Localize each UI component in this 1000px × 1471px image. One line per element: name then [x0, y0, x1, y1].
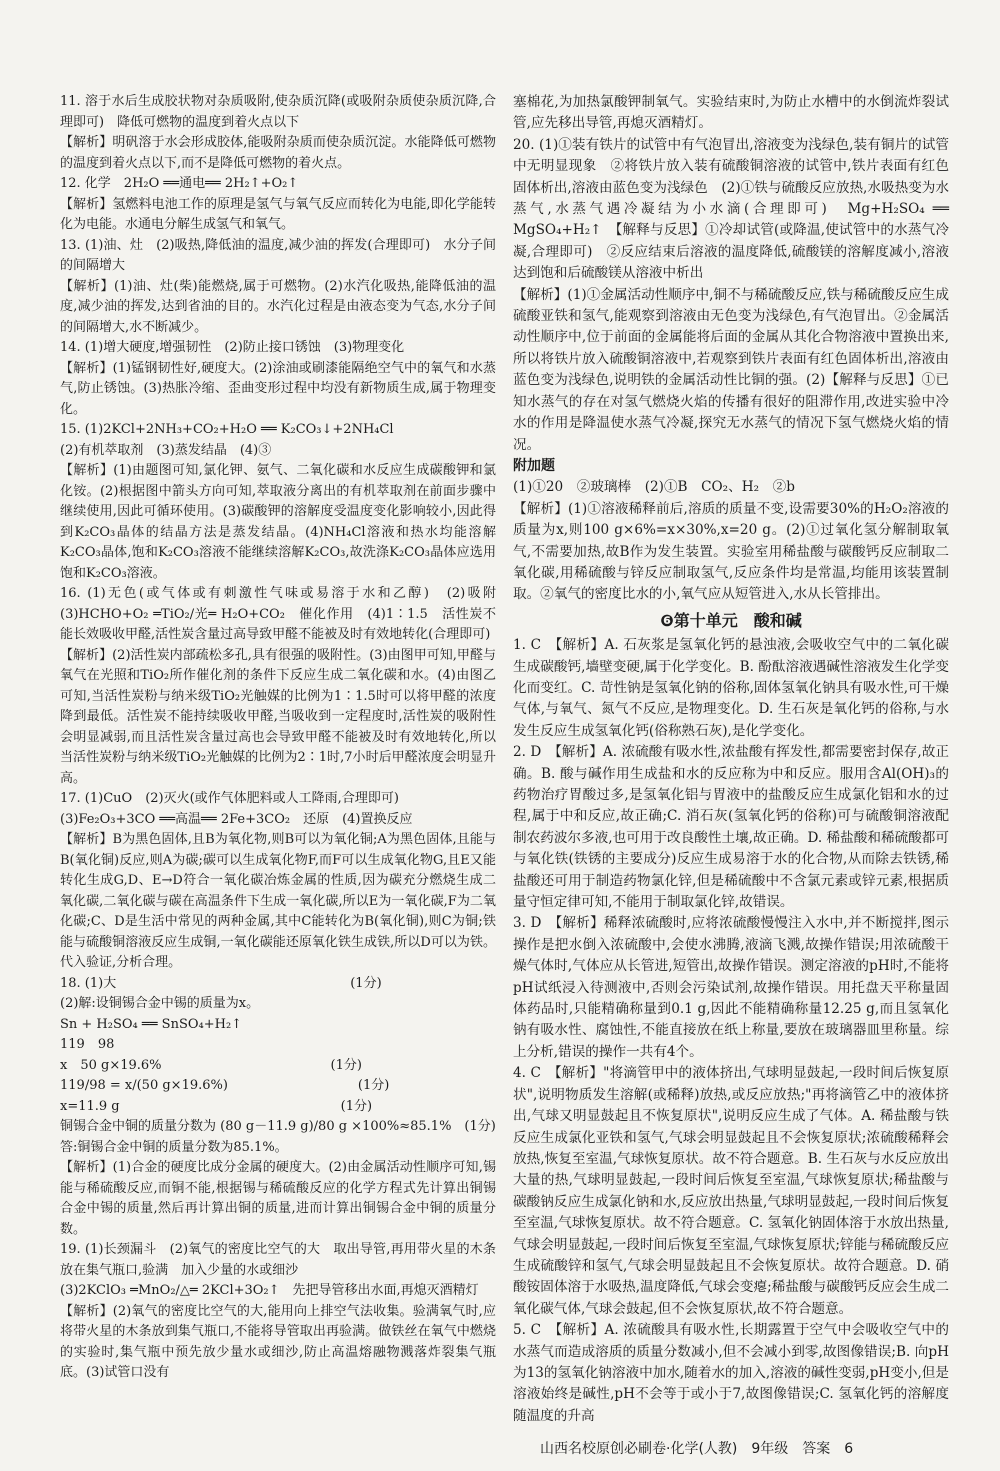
unit-answer-item: 3. D 【解析】稀释浓硫酸时,应将浓硫酸慢慢注入水中,并不断搅拌,图示操作是把水倒入浓硫酸中,会使水沸腾,液滴飞溅,故操作错误;用浓硫酸干燥气体时,气体应从长管进,短管出,故操作错误。测定溶液的pH时,不能将pH试纸浸入待测液中,否则会污染试剂,故操作错误。用托盘天平称量固体药品时,只能精确称量到0.1 g,因此不能精确称量12.25 g,而且氢氧化钠有吸水性、腐蚀性,不能直接放在纸上称量,要放在玻璃器皿里称量。综上分析,错误的操作一共有4个。 [513, 915, 949, 1060]
answer-paragraph: 17. (1)CuO (2)灭火(或作气体肥料或人工降雨,合理即可) [60, 791, 399, 806]
right-column-answers [513, 92, 954, 456]
answer-paragraph: 【解析】明矾溶于水会形成胶体,能吸附杂质而使杂质沉淀。水能降低可燃物的温度到着火点以下,而不是降低可燃物的着火点。 [60, 135, 496, 171]
unit-answer-item: 5. C 【解析】A. 浓硫酸具有吸水性,长期露置于空气中会吸收空气中的水蒸气而造成溶质的质量分数减小,但不会减小到零,故图像错误;B. 向pH为13的氢氧化钠溶液中加水,随着水的加入,溶液的碱性变弱,pH变小,但是溶液始终是碱性,pH不会等于或小于7,故图像错误;C. 氢氧化钙的溶解度随温度的升高 [513, 1322, 949, 1424]
answer-paragraph: 19. (1)长颈漏斗 (2)氧气的密度比空气的大 取出导管,再用带火星的木条放在集气瓶口,验满 加入少量的水或细沙 [60, 1242, 496, 1278]
answer-paragraph: Sn + H₂SO₄ ══ SnSO₄+H₂↑ [60, 1016, 243, 1032]
answer-paragraph: 铜锡合金中铜的质量分数为 (80 g－11.9 g)/80 g ×100%≈85.1% (1分) [60, 1119, 496, 1134]
answer-paragraph: 【解析】(1)锰钢韧性好,硬度大。(2)涂油或刷漆能隔绝空气中的氧气和水蒸气,防止锈蚀。(3)热胀冷缩、歪曲变形过程中均没有新物质生成,属于物理变化。 [60, 360, 496, 417]
answer-paragraph: 13. (1)油、灶 (2)吸热,降低油的温度,减少油的挥发(合理即可) 水分子间的间隔增大 [60, 237, 496, 273]
appendix-answers [513, 477, 949, 605]
answer-paragraph: 答:铜锡合金中铜的质量分数为85.1%。 [60, 1139, 288, 1155]
answer-paragraph: 【解析】B为黑色固体,且B为氧化物,则B可以为氧化铜;A为黑色固体,且能与B(氧化铜)反应,则A为碳;碳可以生成氧化物F,而F可以生成氧化物G,且E又能转化生成G,D、E→D符合一氧化碳冶炼金属的性质,因为碳充分燃烧生成二氧化碳,二氧化碳与碳在高温条件下生成一氧化碳,所以E为一氧化碳,F为二氧化碳;C、D是生活中常见的两种金属,其中C能转化为B(氧化铜),则C为铜;铁能与硫酸铜溶液反应生成铜,一氧化碳能还原氧化铁生成铁,所以D可以为铁。代入验证,分析合理。 [60, 832, 496, 970]
answer-paragraph: 塞棉花,为加热氯酸钾制氧气。实验结束时,为防止水槽中的水倒流炸裂试管,应先移出导管,再熄灭酒精灯。 [513, 94, 949, 132]
answer-paragraph: 【解析】(1)合金的硬度比成分金属的硬度大。(2)由金属活动性顺序可知,锡能与稀硫酸反应,而铜不能,根据锡与稀硫酸反应的化学方程式先计算出铜锡合金中锡的质量,然后再计算出铜的质量,进而计算出铜锡合金中铜的质量分数。 [60, 1160, 496, 1237]
appendix-paragraph: (1)①20 ②玻璃棒 (2)①B CO₂、H₂ ②b [513, 479, 795, 496]
unit-title: ❻第十单元 酸和碱 [660, 610, 802, 630]
right-column [513, 92, 954, 1427]
answer-paragraph: 16. (1)无色(或气体或有刺激性气味或易溶于水和乙醇) (2)吸附 (3)HCHO+O₂ ═TiO₂/光═ H₂O+CO₂ 催化作用 (4)1∶1.5 活性炭不能长效吸收甲醛,活性炭含量过高导致甲醛不能被及时有效地转化(合理即可) [60, 586, 510, 642]
answer-paragraph: x=11.9 g (1分) [60, 1098, 373, 1114]
answer-paragraph: 18. (1)大 (1分) [60, 975, 382, 991]
answer-paragraph: 【解析】(2)氧气的密度比空气的大,能用向上排空气法收集。验满氧气时,应将带火星的木条放到集气瓶口,不能将导管取出再验满。做铁丝在氧气中燃烧的实验时,集气瓶中预先放少量水或细沙,防止高温熔融物溅落炸裂集气瓶底。(3)试管口没有 [60, 1303, 496, 1380]
answer-paragraph: (3)2KClO₃ ═MnO₂/△═ 2KCl+3O₂↑ 先把导管移出水面,再熄灭酒精灯 [60, 1283, 479, 1298]
answer-paragraph: (2)有机萃取剂 (3)蒸发结晶 (4)③ [60, 442, 272, 458]
answer-paragraph: 119/98 = x/(50 g×19.6%) (1分) [60, 1078, 390, 1093]
answer-paragraph: 119 98 [60, 1037, 115, 1052]
unit-answer-item: 4. C 【解析】"将滴管甲中的液体挤出,气球明显鼓起,一段时间后恢复原状",说明物质发生溶解(或稀释)放热,或反应放热;"再将滴管乙中的液体挤出,气球又明显鼓起且不恢复原状",说明反应生成了气体。A. 稀盐酸与铁反应生成氯化亚铁和氢气,气球会明显鼓起且不会恢复原状;浓硫酸稀释会放热,恢复至室温,气球恢复原状。故不符合题意。B. 生石灰与水反应放出大量的热,气球明显鼓起,一段时间后恢复至室温,气球恢复原状;稀盐酸与碳酸钠反应生成氯化钠和水,反应放出热量,气球明显鼓起,一段时间后恢复至室温,气球恢复原状。故不符合题意。C. 氢氧化钠固体溶于水放出热量,气球会明显鼓起,一段时间后恢复至室温,气球恢复原状;锌能与稀硫酸反应生成硫酸锌和氢气,气球会明显鼓起且不会恢复原状。故符合题意。D. 硝酸铵固体溶于水吸热,温度降低,气球会变瘪;稀盐酸与碳酸钙反应会生成二氧化碳气体,气球会鼓起,但不会恢复原状,故不符合题意。 [513, 1065, 949, 1317]
answer-paragraph: 【解析】(1)油、灶(柴)能燃烧,属于可燃物。(2)水汽化吸热,能降低油的温度,减少油的挥发,达到省油的目的。水汽化过程是由液态变为气态,水分子间的间隔增大,水不断减少。 [60, 278, 496, 335]
answer-paragraph: 14. (1)增大硬度,增强韧性 (2)防止接口锈蚀 (3)物理变化 [60, 340, 405, 355]
appendix-title: 附加题 [513, 457, 555, 474]
answer-paragraph: 12. 化学 2H₂O ══通电══ 2H₂↑+O₂↑ [60, 176, 299, 191]
unit-answer-item: 1. C 【解析】A. 石灰浆是氢氧化钙的悬浊液,会吸收空气中的二氧化碳生成碳酸钙,墙壁变硬,属于化学变化。B. 酚酞溶液遇碱性溶液发生化学变化而变红。C. 苛性钠是氢氧化钠的俗称,固体氢氧化钠具有吸水性,可干燥气体,与氧气、氮气不反应,是物理变化。D. 生石灰是氧化钙的俗称,与水发生反应生成氢氧化钙(俗称熟石灰),是化学变化。 [513, 637, 949, 739]
left-column [60, 92, 510, 1384]
unit-answer-item: 2. D 【解析】A. 浓硫酸有吸水性,浓盐酸有挥发性,都需要密封保存,故正确。B. 酸与碱作用生成盐和水的反应称为中和反应。服用含Al(OH)₃的药物治疗胃酸过多,是氢氧化铝与胃液中的盐酸反应生成氯化铝和水的过程,属于中和反应,故正确;C. 消石灰(氢氧化钙的俗称)可与硫酸铜溶液配制农药波尔多液,也可用于改良酸性土壤,故正确。D. 稀盐酸和稀硫酸都可与氧化铁(铁锈的主要成分)反应生成易溶于水的化合物,从而除去铁锈,稀盐酸还可用于制造药物氯化锌,但是稀硫酸中不含氯元素或锌元素,根据质量守恒定律可知,不能用于制取氯化锌,故错误。 [513, 744, 949, 911]
answer-paragraph: 【解析】氢燃料电池工作的原理是氢气与氧气反应而转化为电能,即化学能转化为电能。水通电分解生成氢气和氧气。 [60, 196, 496, 232]
answer-paragraph: (3)Fe₂O₃+3CO ══高温══ 2Fe+3CO₂ 还原 (4)置换反应 [60, 811, 413, 827]
unit-answers [513, 635, 949, 1427]
answer-paragraph: 【解析】(1)由题图可知,氯化钾、氨气、二氧化碳和水反应生成碳酸钾和氯化铵。(2)根据图中箭头方向可知,萃取液分离出的有机萃取剂在前面步骤中继续使用,因此可循环使用。(3)碳酸钾的溶解度受温度变化影响较小,因此得到K₂CO₃晶体的结晶方法是蒸发结晶。(4)NH₄Cl溶液和热水均能溶解K₂CO₃晶体,饱和K₂CO₃溶液不能继续溶解K₂CO₃,故洗涤K₂CO₃晶体应选用饱和K₂CO₃溶液。 [60, 463, 496, 581]
answer-paragraph: 【解析】(1)①金属活动性顺序中,铜不与稀硫酸反应,铁与稀硫酸反应生成硫酸亚铁和氢气,能观察到溶液由无色变为浅绿色,有气泡冒出。②金属活动性顺序中,位于前面的金属能将后面的金属从其化合物溶液中置换出来,所以将铁片放入硫酸铜溶液中,若观察到铁片表面有红色固体析出,溶液由蓝色变为浅绿色,说明铁的金属活动性比铜的强。(2)【解释与反思】①已知水蒸气的存在对氢气燃烧火焰的传播有很好的阻滞作用,改进实验中冷水的作用是降温使水蒸气冷凝,探究无水蒸气的情况下氢气燃烧火焰的情况。 [513, 286, 949, 453]
answer-paragraph: 11. 溶于水后生成胶状物对杂质吸附,使杂质沉降(或吸附杂质使杂质沉降,合理即可) 降低可燃物的温度到着火点以下 [60, 94, 496, 130]
page-footer: 山西名校原创必刷卷·化学(人教) 9年级 答案 6 [540, 1441, 854, 1457]
answer-paragraph: 20. (1)①装有铁片的试管中有气泡冒出,溶液变为浅绿色,装有铜片的试管中无明显现象 ②将铁片放入装有硫酸铜溶液的试管中,铁片表面有红色固体析出,溶液由蓝色变为浅绿色 (2)①铁与硫酸反应放热,水吸热变为水蒸气,水蒸气遇冷凝结为小水滴(合理即可) Mg+H₂SO₄ ══ MgSO₄+H₂↑ 【解释与反思】①冷却试管(或降温,使试管中的水蒸气冷凝,合理即可) ②反应结束后溶液的温度降低,硫酸镁的溶解度减小,溶液达到饱和后硫酸镁从溶液中析出 [513, 136, 954, 282]
answer-paragraph: (2)解:设铜锡合金中锡的质量为x。 [60, 996, 260, 1011]
answer-paragraph: x 50 g×19.6% (1分) [60, 1057, 362, 1073]
answer-paragraph: 15. (1)2KCl+2NH₃+CO₂+H₂O ══ K₂CO₃↓+2NH₄Cl [60, 422, 394, 437]
appendix-paragraph: 【解析】(1)①溶液稀释前后,溶质的质量不变,设需要30%的H₂O₂溶液的质量为x,则100 g×6%=x×30%,x=20 g。(2)①过氧化氢分解制取氧气,不需要加热,故B作为发生装置。实验室用稀盐酸与碳酸钙反应制取二氧化碳,用稀硫酸与锌反应制取氢气,反应条件均是常温,均能用该装置制取。②氧气的密度比水的小,氧气应从短管进入,水从长管排出。 [513, 500, 949, 603]
answer-paragraph: 【解析】(2)活性炭内部疏松多孔,具有很强的吸附性。(3)由图甲可知,甲醛与氧气在光照和TiO₂所作催化剂的条件下反应生成二氧化碳和水。(4)由图乙可知,当活性炭粉与纳米级TiO₂光触媒的比例为1∶1.5时可以将甲醛的浓度降到最低。活性炭不能持续吸收甲醛,当吸收到一定程度时,活性炭的吸附性会明显减弱,而且活性炭含量过高也会导致甲醛不能被及时有效地转化,所以当活性炭粉与纳米级TiO₂光触媒的比例为2∶1时,7小时后甲醛浓度会明显升高。 [60, 647, 496, 786]
